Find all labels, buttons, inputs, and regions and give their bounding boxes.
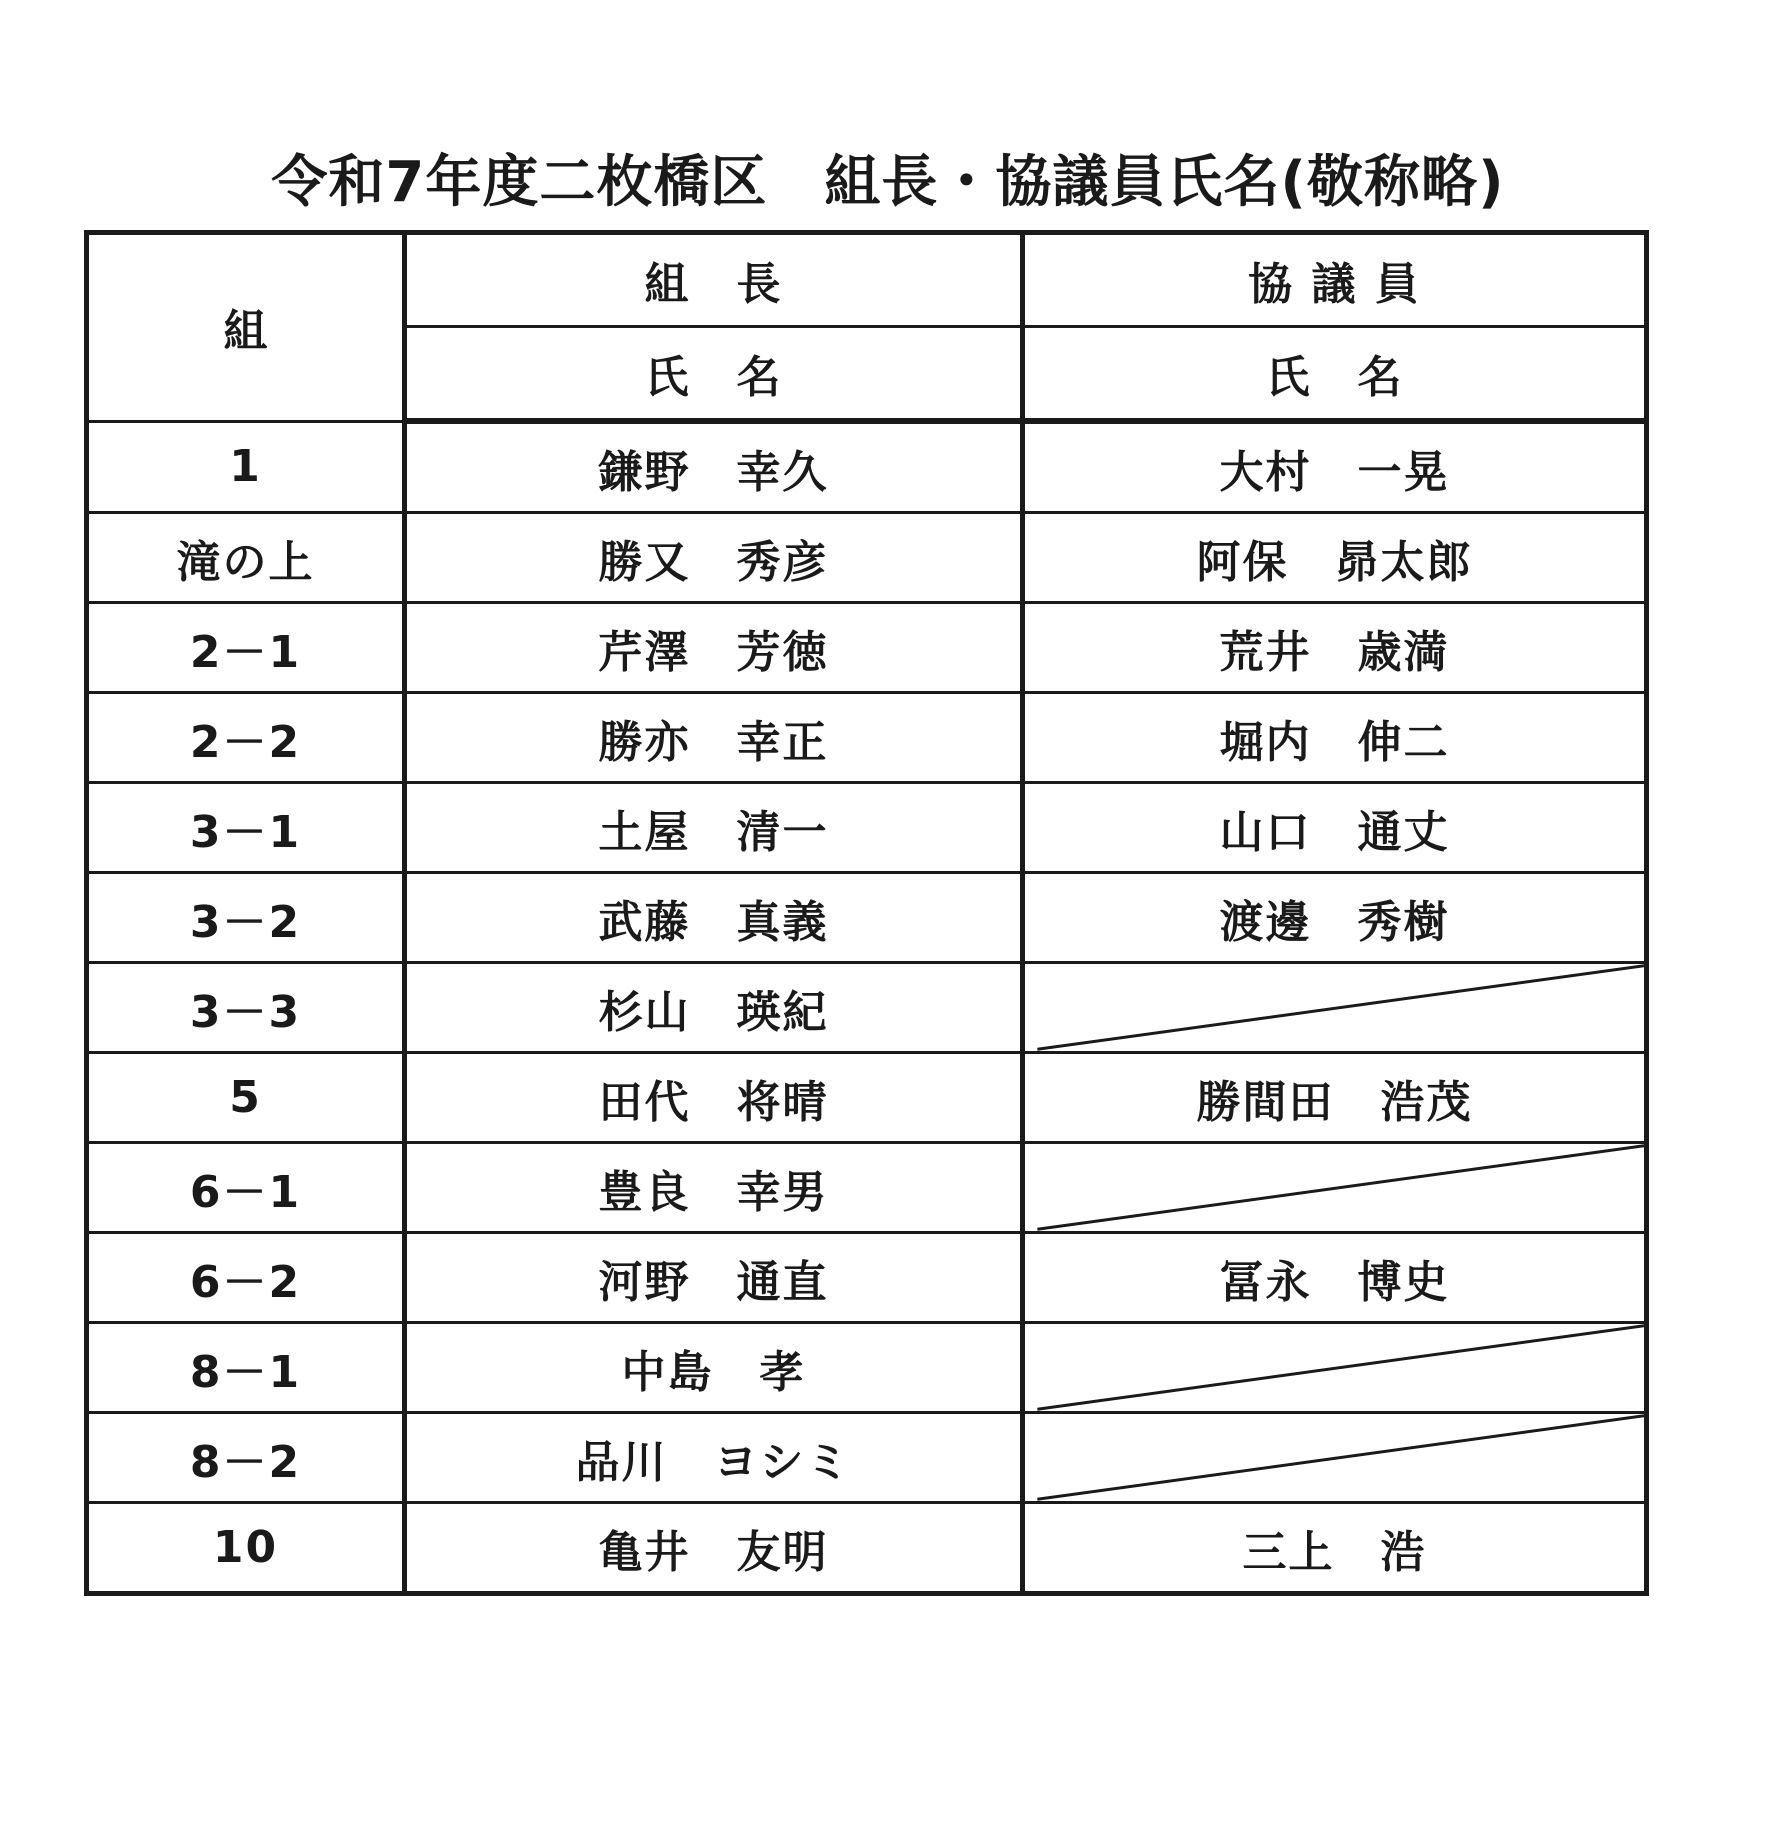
council-name: 渡邊 秀樹 xyxy=(1219,896,1450,948)
leader-name-cell xyxy=(405,603,1023,693)
group-cell xyxy=(87,783,405,873)
group-label: 滝の上 xyxy=(176,536,315,588)
leader-name-cell xyxy=(405,1503,1023,1594)
group-column-header xyxy=(87,233,405,422)
leader-name: 豊良 幸男 xyxy=(598,1166,829,1218)
group-label: 6－2 xyxy=(189,1256,302,1308)
leader-name: 田代 将晴 xyxy=(598,1076,829,1128)
group-label: 3－2 xyxy=(189,896,302,948)
leader-name-header-label: 氏 名 xyxy=(644,352,783,403)
council-name-cell xyxy=(1023,1413,1647,1503)
council-name-cell xyxy=(1023,1143,1647,1233)
council-name-cell xyxy=(1023,693,1647,783)
council-name-header-label: 氏 名 xyxy=(1265,352,1404,403)
leader-name-cell xyxy=(405,783,1023,873)
leader-name: 中島 孝 xyxy=(621,1346,806,1398)
council-name: 阿保 昴太郎 xyxy=(1196,536,1473,588)
council-name-cell xyxy=(1023,1233,1647,1323)
group-cell xyxy=(87,1053,405,1143)
table-row xyxy=(87,421,1647,513)
slash-line xyxy=(1037,966,1644,1050)
council-column-header xyxy=(1023,233,1647,327)
council-name: 山口 通丈 xyxy=(1219,806,1450,858)
group-label: 5 xyxy=(229,1072,262,1123)
group-label: 1 xyxy=(229,441,262,493)
table-row xyxy=(87,1413,1647,1503)
table-row xyxy=(87,873,1647,963)
council-name-cell xyxy=(1023,1323,1647,1413)
table-row xyxy=(87,1143,1647,1233)
table-row xyxy=(87,513,1647,603)
table-row xyxy=(87,1323,1647,1413)
leader-name: 勝又 秀彦 xyxy=(598,536,829,588)
council-name-cell xyxy=(1023,1503,1647,1594)
group-label: 8－1 xyxy=(189,1346,302,1398)
roster-body xyxy=(87,421,1647,1594)
group-label: 10 xyxy=(212,1522,279,1573)
table-row xyxy=(87,1233,1647,1323)
table-row xyxy=(87,1053,1647,1143)
leader-name: 土屋 清一 xyxy=(598,806,829,858)
leader-name-cell xyxy=(405,1413,1023,1503)
leader-name: 鎌野 幸久 xyxy=(598,446,829,498)
leader-name: 品川 ヨシミ xyxy=(575,1436,852,1488)
leader-name: 勝亦 幸正 xyxy=(598,716,829,768)
group-label: 8－2 xyxy=(189,1436,302,1488)
group-label: 3－3 xyxy=(189,986,302,1038)
group-cell xyxy=(87,1503,405,1594)
council-header-label: 協 議 員 xyxy=(1248,259,1421,310)
group-label: 3－1 xyxy=(189,806,302,858)
document-title: 令和7年度二枚橋区 組長・協議員氏名(敬称略) xyxy=(271,150,1505,215)
council-name: 三上 浩 xyxy=(1242,1526,1427,1578)
group-label: 2－2 xyxy=(189,716,302,768)
leader-name-cell xyxy=(405,1143,1023,1233)
table-row xyxy=(87,783,1647,873)
slash-line xyxy=(1037,1326,1644,1410)
council-name: 勝間田 浩茂 xyxy=(1196,1076,1473,1128)
empty-cell-slash xyxy=(1025,1324,1644,1411)
council-name: 冨永 博史 xyxy=(1219,1256,1450,1308)
leader-name: 武藤 真義 xyxy=(598,896,829,948)
table-row xyxy=(87,1503,1647,1594)
group-label: 2－1 xyxy=(189,626,302,678)
council-name: 大村 一晃 xyxy=(1219,446,1450,498)
group-cell xyxy=(87,1323,405,1413)
empty-cell-slash xyxy=(1025,1144,1644,1231)
group-cell xyxy=(87,1233,405,1323)
group-cell xyxy=(87,693,405,783)
leader-name: 芹澤 芳徳 xyxy=(598,626,829,678)
council-name-cell xyxy=(1023,603,1647,693)
leader-header-label: 組 長 xyxy=(644,259,783,310)
empty-cell-slash xyxy=(1025,1414,1644,1501)
council-name-cell xyxy=(1023,513,1647,603)
council-name: 荒井 歳満 xyxy=(1219,626,1450,678)
leader-name: 亀井 友明 xyxy=(598,1526,829,1578)
table-row xyxy=(87,963,1647,1053)
group-cell xyxy=(87,421,405,513)
leader-name: 河野 通直 xyxy=(598,1256,829,1308)
leader-name-cell xyxy=(405,693,1023,783)
group-header-label: 組 xyxy=(223,306,268,358)
council-name-cell xyxy=(1023,873,1647,963)
leader-column-header xyxy=(405,233,1023,327)
group-cell xyxy=(87,513,405,603)
leader-name-cell xyxy=(405,963,1023,1053)
council-name-header xyxy=(1023,327,1647,422)
roster-table xyxy=(84,230,1649,1596)
group-cell xyxy=(87,603,405,693)
header-row-1 xyxy=(87,233,1647,327)
leader-name: 杉山 瑛紀 xyxy=(598,986,829,1038)
leader-name-header xyxy=(405,327,1023,422)
council-name-cell xyxy=(1023,963,1647,1053)
council-name: 堀内 伸二 xyxy=(1219,716,1450,768)
group-cell xyxy=(87,963,405,1053)
table-row xyxy=(87,693,1647,783)
table-row xyxy=(87,603,1647,693)
group-label: 6－1 xyxy=(189,1166,302,1218)
council-name-cell xyxy=(1023,421,1647,513)
leader-name-cell xyxy=(405,1233,1023,1323)
leader-name-cell xyxy=(405,421,1023,513)
leader-name-cell xyxy=(405,1053,1023,1143)
slash-line xyxy=(1037,1146,1644,1230)
empty-cell-slash xyxy=(1025,964,1644,1051)
council-name-cell xyxy=(1023,1053,1647,1143)
leader-name-cell xyxy=(405,873,1023,963)
leader-name-cell xyxy=(405,1323,1023,1413)
slash-line xyxy=(1037,1416,1644,1500)
group-cell xyxy=(87,1143,405,1233)
leader-name-cell xyxy=(405,513,1023,603)
group-cell xyxy=(87,1413,405,1503)
council-name-cell xyxy=(1023,783,1647,873)
group-cell xyxy=(87,873,405,963)
